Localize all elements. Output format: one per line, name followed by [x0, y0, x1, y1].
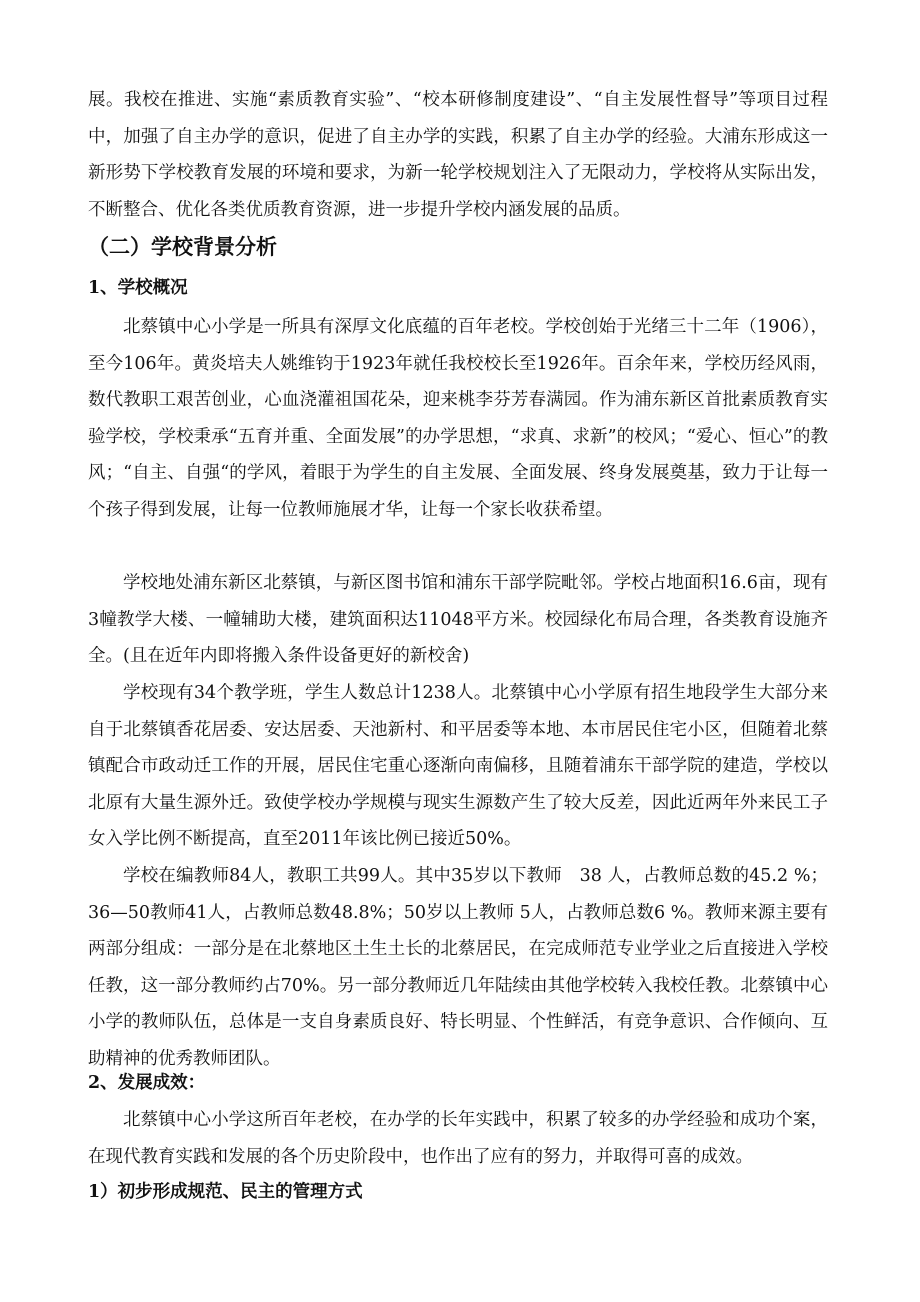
subheading-development-achievements: 2、发展成效： — [88, 1073, 206, 1093]
paragraph-school-history: 北蔡镇中心小学是一所具有深厚文化底蕴的百年老校。学校创始于光绪三十二年（1906），至今106年。黄炎培夫人姚维钧于1923年就任我校校长至1926年。百余年来，学校历经风雨，数代教职工艰苦创业，心血浇灌祖国花朵，迎来桃李芬芳春满园。作为浦东新区首批素质教育实验学校，学校秉承“五育并重、全面发展”的办学思想，“求真、求新”的校风；“爱心、恒心”的教风；“自主、自强“的学风，着眼于为学生的自主发展、全面发展、终身发展奠基，致力于让每一个孩子得到发展，让每一位教师施展才华，让每一个家长收获希望。 — [88, 317, 828, 520]
paragraph-student-enrollment: 学校现有34个教学班，学生人数总计1238人。北蔡镇中心小学原有招生地段学生大部分来自于北蔡镇香花居委、安达居委、天池新村、和平居委等本地、本市居民住宅小区，但随着北蔡镇配合市政动迁工作的开展，居民住宅重心逐渐向南偏移，且随着浦东干部学院的建造，学校以北原有大量生源外迁。致使学校办学规模与现实生源数产生了较大反差，因此近两年外来民工子女入学比例不断提高，直至2011年该比例已接近50%。 — [88, 683, 828, 849]
paragraph-achievements: 北蔡镇中心小学这所百年老校，在办学的长年实践中，积累了较多的办学经验和成功个案，在现代教育实践和发展的各个历史阶段中，也作出了应有的努力，并取得可喜的成效。 — [88, 1110, 828, 1167]
paragraph-school-location: 学校地处浦东新区北蔡镇，与新区图书馆和浦东干部学院毗邻。学校占地面积16.6亩，现有3幢教学大楼、一幢辅助大楼，建筑面积达11048平方米。校园绿化布局合理，各类教育设施齐全。(且在近年内即将搬入条件设备更好的新校舍) — [88, 573, 828, 666]
intro-paragraph: 展。我校在推进、实施“素质教育实验”、“校本研修制度建设”、“自主发展性督导”等项目过程中，加强了自主办学的意识，促进了自主办学的实践，积累了自主办学的经验。大浦东形成这一新形势下学校教育发展的环境和要求，为新一轮学校规划注入了无限动力，学校将从实际出发，不断整合、优化各类优质教育资源，进一步提升学校内涵发展的品质。 — [88, 90, 828, 220]
subheading-management: 1）初步形成规范、民主的管理方式 — [88, 1182, 363, 1202]
section-heading-background: （二）学校背景分析 — [88, 234, 277, 259]
subheading-school-overview: 1、学校概况 — [88, 278, 188, 298]
paragraph-teacher-staff: 学校在编教师84人，教职工共99人。其中35岁以下教师 38 人，占教师总数的45.2 %；36—50教师41人，占教师总数48.8%；50岁以上教师 5人，占教师总数6 %。教师来源主要有两部分组成：一部分是在北蔡地区土生土长的北蔡居民，在完成师范专业学业之后直接进入学校任教，这一部分教师约占70%。另一部分教师近几年陆续由其他学校转入我校任教。北蔡镇中心小学的教师队伍，总体是一支自身素质良好、特长明显、个性鲜活，有竞争意识、合作倾向、互助精神的优秀教师团队。 — [88, 866, 828, 1069]
